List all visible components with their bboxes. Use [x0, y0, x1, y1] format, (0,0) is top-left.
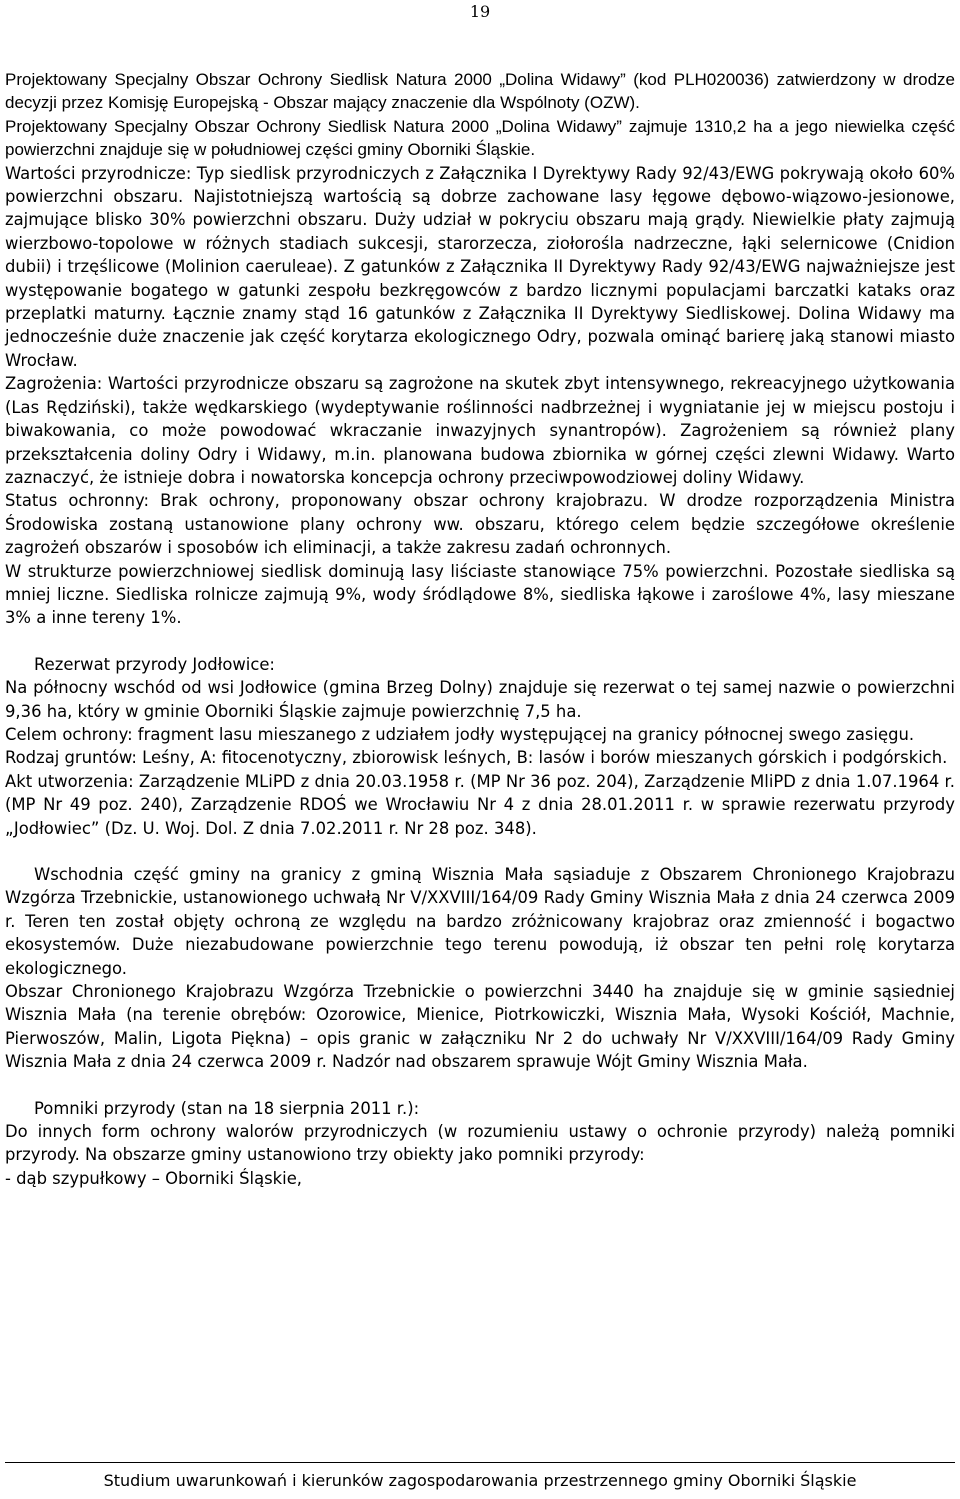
- page-footer: Studium uwarunkowań i kierunków zagospodarowania przestrzennego gminy Oborniki Śląskie: [5, 1462, 955, 1491]
- paragraph-protection-status: Status ochronny: Brak ochrony, proponowany obszar ochrony krajobrazu. W drodze rozporządzenia Ministra Środowiska zostaną ustanowione plany ochrony ww. obszaru, którego celem będzie szczegółowe określenie zagrożeń obszarów i sposobów ich eliminacji, a także zakresu zadań ochronnych.: [5, 491, 955, 558]
- paragraph-landscape-details: Obszar Chronionego Krajobrazu Wzgórza Trzebnickie o powierzchni 3440 ha znajduje się w gminie sąsiedniej Wisznia Mała (na terenie obrębów: Ozorowice, Mienice, Piotrkowiczki, Wisznia Mała, Wysoki Kościół, Machnie, Pierwoszów, Malin, Ligota Piękna) – opis granic w załączniku Nr 2 do uchwały Nr V/XXVIII/164/09 Rady Gminy Wisznia Mała z dnia 24 czerwca 2009 r. Nadzór nad obszarem sprawuje Wójt Gminy Wisznia Mała.: [5, 982, 955, 1072]
- paragraph-natural-values: Wartości przyrodnicze: Typ siedlisk przyrodniczych z Załącznika I Dyrektywy Rady 92/43/EWG pokrywają około 60% powierzchni obszaru. Najistotniejszą wartością są dobrze zachowane lasy łęgowe dębowo-wiązowo-jesionowe, zajmujące blisko 30% powierzchni obszaru. Duży udział w pokryciu obszaru mają grądy. Niewielkie płaty zajmują wierzbowo-topolowe w różnych stadiach sukcesji, starorzecza, ziołorośla nadrzeczne, łąki selernicowe (Cnidion dubii) i trzęślicowe (Molinion caeruleae). Z gatunków z Załącznika II Dyrektywy Rady 92/43/EWG najważniejsze jest występowanie bogatego w gatunki zespołu bezkręgowców z bardzo licznymi populacjami barczatki kataks oraz przeplatki maturny. Łącznie znamy stąd 16 gatunków z Załącznika II Dyrektywy Siedliskowej. Dolina Widawy ma jednocześnie duże znaczenie jak część korytarza ekologicznego Odry, pozwala ominąć barierę jaką stanowi miasto Wrocław.: [5, 163, 955, 370]
- page-number: 19: [469, 2, 491, 21]
- paragraph-monuments-intro: Do innych form ochrony walorów przyrodniczych (w rozumieniu ustawy o ochronie przyrody) należą pomniki przyrody. Na obszarze gminy ustanowiono trzy obiekty jako pomniki przyrody:: [5, 1122, 955, 1165]
- paragraph-reserve-act: Akt utworzenia: Zarządzenie MLiPD z dnia 20.03.1958 r. (MP Nr 36 poz. 204), Zarządzenie MliPD z dnia 1.07.1964 r. (MP Nr 49 poz. 240), Zarządzenie RDOŚ we Wrocławiu Nr 4 z dnia 28.01.2011 r. w sprawie rezerwatu przyrody „Jodłowiec” (Dz. U. Woj. Dol. Z dnia 7.02.2011 r. Nr 28 poz. 348).: [5, 771, 955, 838]
- paragraph-threats: Zagrożenia: Wartości przyrodnicze obszaru są zagrożone na skutek zbyt intensywnego, rekreacyjnego użytkowania (Las Rędziński), także wędkarskiego (wydeptywanie roślinności nadbrzeżnej i wygniatanie jej w miejscu postoju i biwakowania, co może powodować wkraczanie inwazyjnych synantropów). Zagrożeniem są również plany przekształcenia doliny Odry i Widawy, m.in. planowana budowa zbiornika w górnej części zlewni Widawy. Warto zaznaczyć, że istnieje dobra i nowatorska koncepcja ochrony przeciwpowodziowej doliny Widawy.: [5, 374, 955, 487]
- paragraph-oso-intro: Projektowany Specjalny Obszar Ochrony Siedlisk Natura 2000 „Dolina Widawy” (kod PLH020036) zatwierdzony w drodze decyzji przez Komisję Europejską - Obszar mający znaczenie dla Wspólnoty (OZW).: [5, 70, 955, 113]
- paragraph-landscape-area: Wschodnia część gminy na granicy z gminą Wisznia Mała sąsiaduje z Obszarem Chronionego Krajobrazu Wzgórza Trzebnickie, ustanowionego uchwałą Nr V/XXVIII/164/09 Rady Gminy Wisznia Mała z dnia 24 czerwca 2009 r. Teren ten został objęty ochroną ze względu na bardzo zróżnicowany krajobraz oraz zmienność i bogactwo ekosystemów. Duże niezabudowane powierzchnie tego terenu powodują, iż obszar ten pełni rolę korytarza ekologicznego.: [5, 865, 955, 978]
- paragraph-reserve-land-type: Rodzaj gruntów: Leśny, A: fitocenotyczny, zbiorowisk leśnych, B: lasów i borów mieszanych górskich i podgórskich.: [5, 748, 948, 768]
- paragraph-habitat-structure: W strukturze powierzchniowej siedlisk dominują lasy liściaste stanowiące 75% powierzchni. Pozostałe siedliska są mniej liczne. Siedliska rolnicze zajmują 9%, wody śródlądowe 8%, siedliska łąkowe i zaroślowe 4%, lasy mieszane 3% a inne tereny 1%.: [5, 561, 955, 628]
- section-heading-reserve: Rezerwat przyrody Jodłowice:: [34, 654, 275, 674]
- paragraph-reserve-goal: Celem ochrony: fragment lasu mieszanego z udziałem jodły występującej na granicy północnej swego zasięgu.: [5, 724, 915, 744]
- document-body: [5, 68, 955, 1190]
- section-heading-monuments: Pomniki przyrody (stan na 18 sierpnia 2011 r.):: [34, 1098, 420, 1118]
- paragraph-oso-area: Projektowany Specjalny Obszar Ochrony Siedlisk Natura 2000 „Dolina Widawy” zajmuje 1310,2 ha a jego niewielka część powierzchni znajduje się w południowej części gminy Oborniki Śląskie.: [5, 116, 955, 160]
- paragraph-reserve-location: Na północny wschód od wsi Jodłowice (gmina Brzeg Dolny) znajduje się rezerwat o tej samej nazwie o powierzchni 9,36 ha, który w gminie Oborniki Śląskie zajmuje powierzchnię 7,5 ha.: [5, 678, 955, 721]
- list-item-monument: - dąb szypułkowy – Oborniki Śląskie,: [5, 1168, 302, 1188]
